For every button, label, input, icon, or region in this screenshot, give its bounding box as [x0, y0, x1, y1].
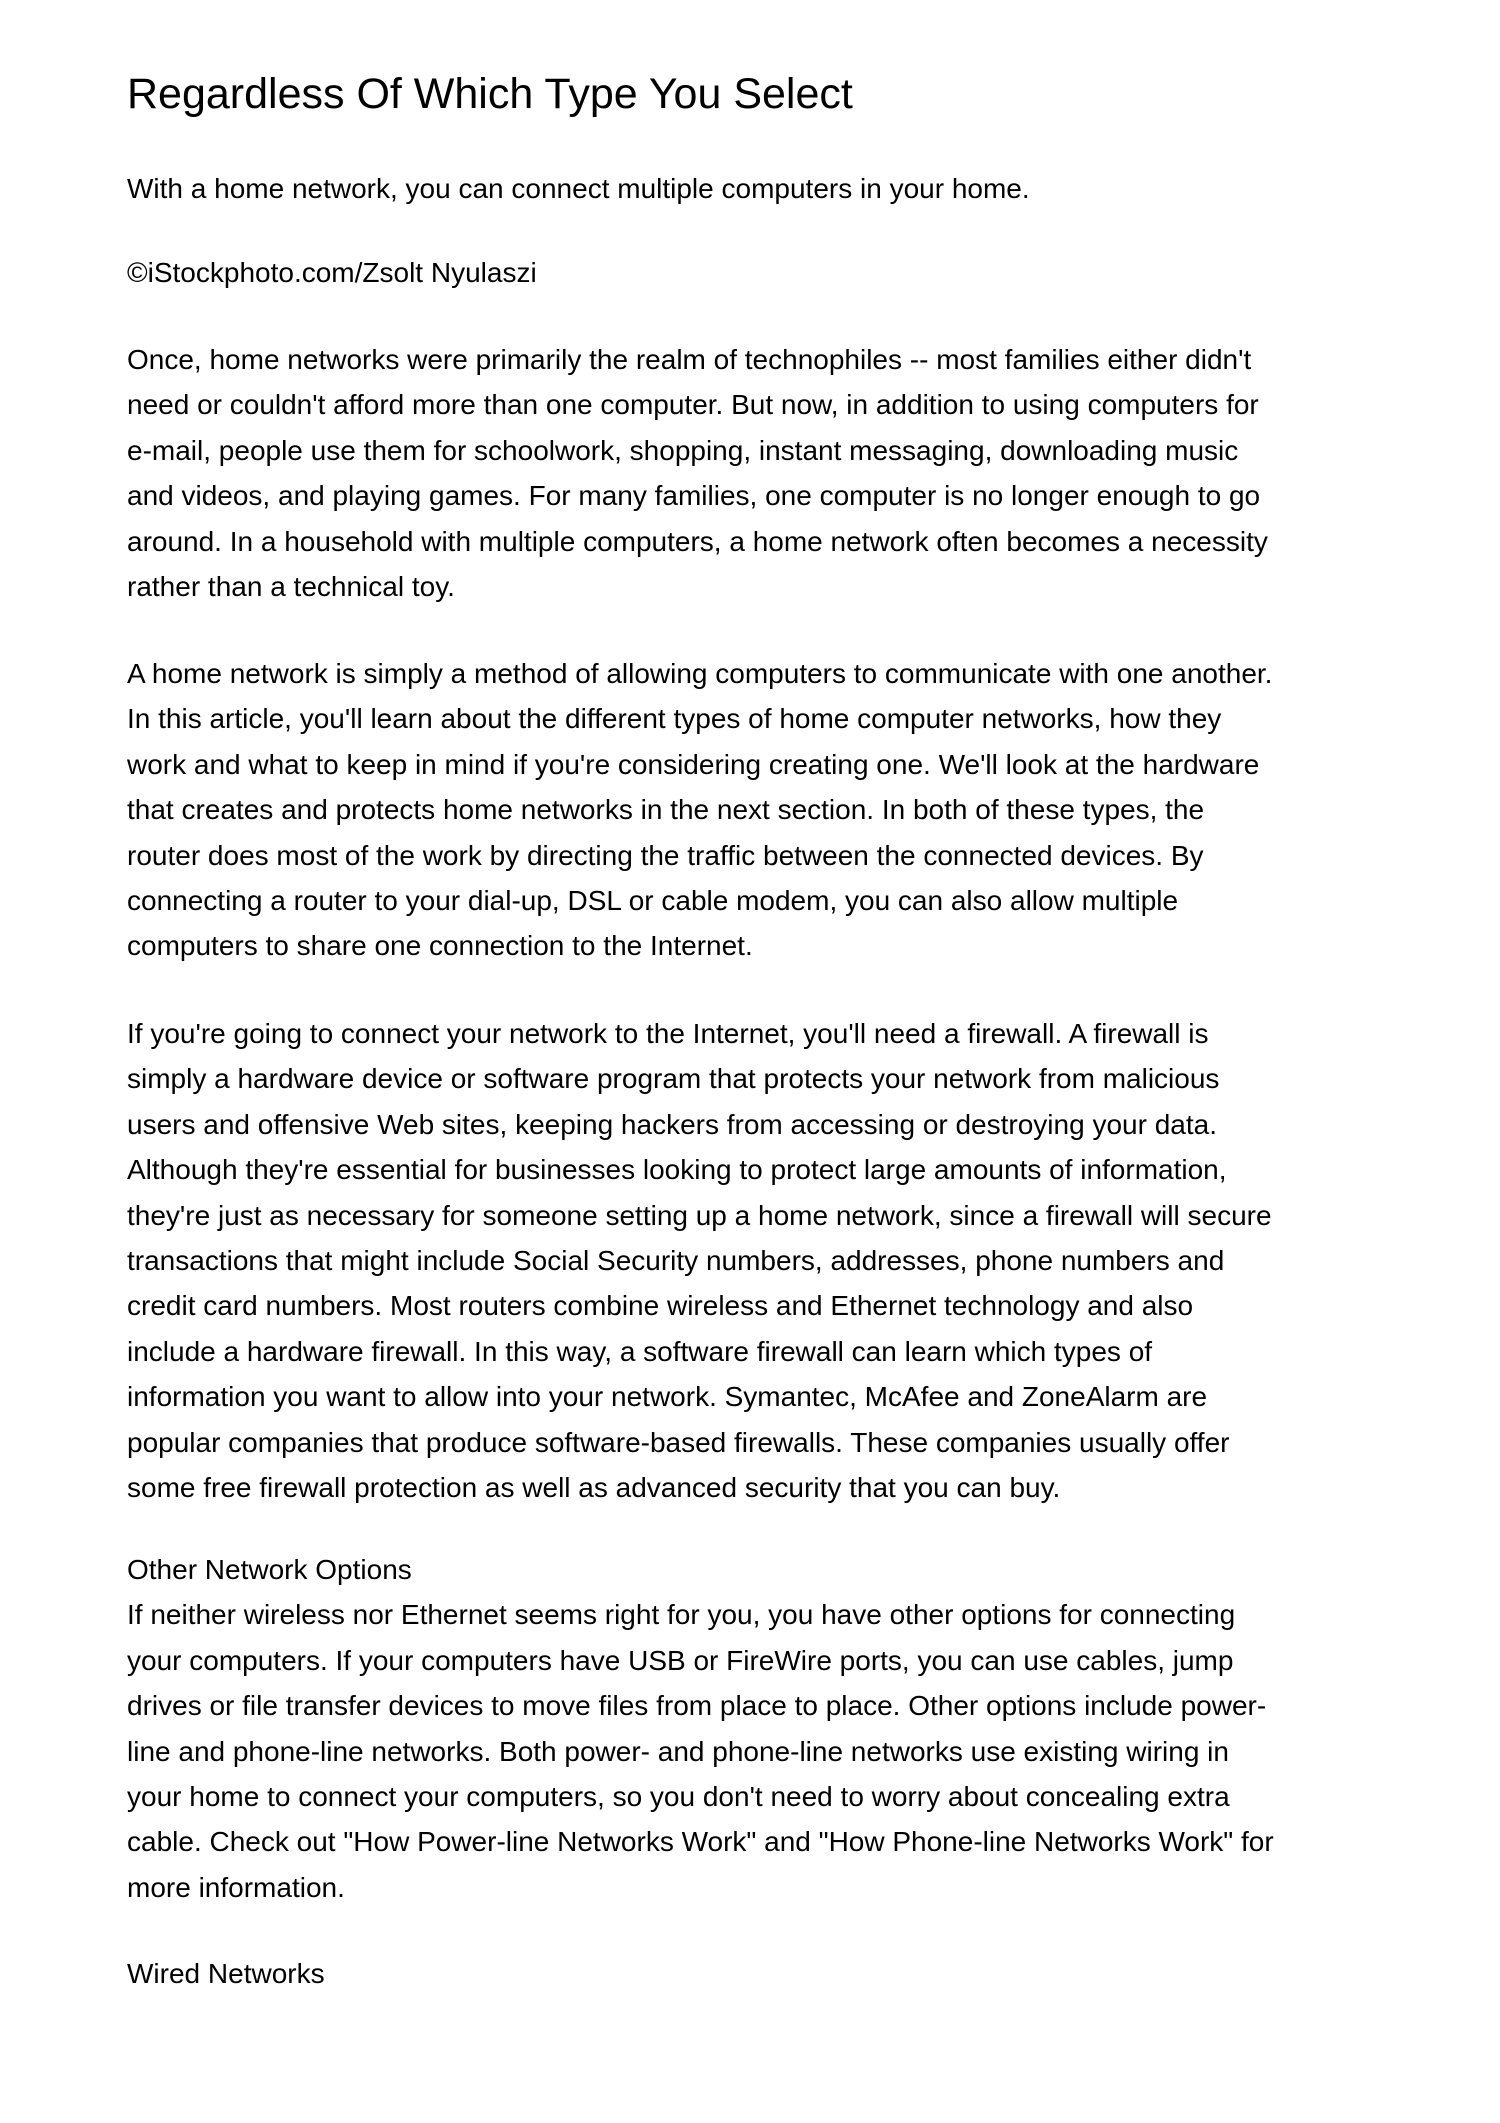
text-line: If neither wireless nor Ethernet seems right for you, you have other options for connecting	[127, 1599, 1236, 1631]
text-line: they're just as necessary for someone setting up a home network, since a firewall will secure	[127, 1199, 1272, 1231]
text-line: Although they're essential for businesses looking to protect large amounts of information,	[127, 1154, 1227, 1186]
text-line: connecting a router to your dial-up, DSL or cable modem, you can also allow multiple	[127, 885, 1179, 917]
text-line: more information.	[127, 1871, 345, 1903]
text-line: If you're going to connect your network to the Internet, you'll need a firewall. A firewall is	[127, 1018, 1209, 1049]
text-line: include a hardware firewall. In this way, a software firewall can learn which types of	[127, 1335, 1153, 1367]
paragraph-intro	[127, 337, 1268, 609]
text-line: credit card numbers. Most routers combine wireless and Ethernet technology and also	[127, 1290, 1194, 1322]
text-line: cable. Check out "How Power-line Networks Work" and "How Phone-line Networks Work" for	[127, 1826, 1274, 1858]
text-line: Once, home networks were primarily the realm of technophiles -- most families either didn't	[127, 344, 1252, 375]
text-line: some free firewall protection as well as advanced security that you can buy.	[127, 1472, 1061, 1504]
text-line: information you want to allow into your network. Symantec, McAfee and ZoneAlarm are	[127, 1381, 1208, 1413]
section-heading: Other Network Options	[127, 1554, 412, 1585]
text-line: computers to share one connection to the Internet.	[127, 930, 753, 962]
image-caption: With a home network, you can connect multiple computers in your home.	[127, 173, 1030, 204]
text-line: that creates and protects home networks in the next section. In both of these types, the	[127, 794, 1205, 826]
text-line: around. In a household with multiple computers, a home network often becomes a necessity	[127, 525, 1268, 557]
text-line: drives or file transfer devices to move files from place to place. Other options include power-	[127, 1690, 1267, 1722]
text-line: work and what to keep in mind if you're considering creating one. We'll look at the hardware	[127, 748, 1260, 780]
text-line: your computers. If your computers have USB or FireWire ports, you can use cables, jump	[127, 1644, 1234, 1676]
text-line: need or couldn't afford more than one computer. But now, in addition to using computers for	[127, 389, 1259, 421]
text-line: router does most of the work by directing the traffic between the connected devices. By	[127, 839, 1204, 871]
text-line: line and phone-line networks. Both power- and phone-line networks use existing wiring in	[127, 1735, 1229, 1767]
text-line: simply a hardware device or software program that protects your network from malicious	[127, 1063, 1220, 1095]
text-line: transactions that might include Social Security numbers, addresses, phone numbers and	[127, 1245, 1225, 1277]
text-line: In this article, you'll learn about the different types of home computer networks, how they	[127, 703, 1222, 735]
text-line: your home to connect your computers, so you don't need to worry about concealing extra	[127, 1781, 1230, 1813]
text-line: and videos, and playing games. For many families, one computer is no longer enough to go	[127, 480, 1261, 512]
section-heading-wired-networks: Wired Networks	[127, 1958, 325, 1989]
text-line: popular companies that produce software-based firewalls. These companies usually offer	[127, 1426, 1230, 1458]
text-line: A home network is simply a method of allowing computers to communicate with one another.	[127, 658, 1273, 689]
paragraph-home-network	[127, 651, 1272, 969]
page-title: Regardless Of Which Type You Select	[127, 70, 853, 118]
section-other-network-options	[127, 1547, 1274, 1910]
text-line: users and offensive Web sites, keeping hackers from accessing or destroying your data.	[127, 1108, 1217, 1140]
image-credit: ©iStockphoto.com/Zsolt Nyulaszi	[127, 257, 537, 288]
text-line: e-mail, people use them for schoolwork, shopping, instant messaging, downloading music	[127, 434, 1239, 466]
text-line: rather than a technical toy.	[127, 571, 455, 603]
paragraph-firewall	[127, 1011, 1272, 1510]
